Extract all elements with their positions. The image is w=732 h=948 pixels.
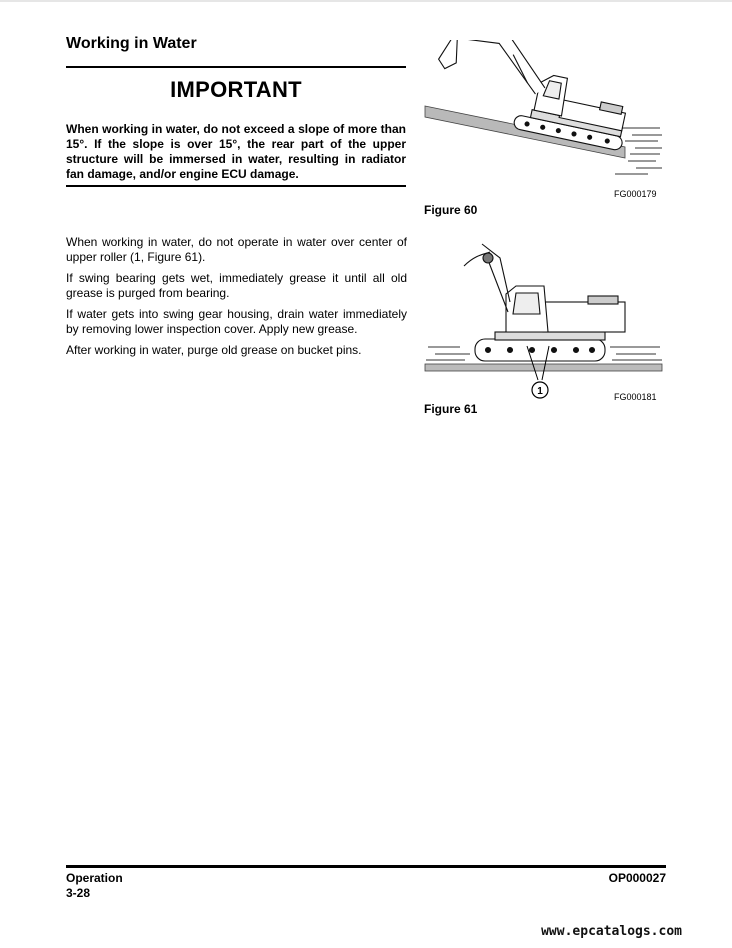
footer-page-number: 3-28	[66, 886, 91, 900]
footer-rule	[66, 865, 666, 868]
watermark: www.epcatalogs.com	[541, 924, 682, 939]
figure-60-caption: Figure 60	[424, 203, 478, 217]
paragraph: When working in water, do not operate in water over center of upper roller (1, Figure 61).	[66, 235, 407, 264]
important-top-rule	[66, 66, 406, 68]
paragraph: If swing bearing gets wet, immediately grease it until all old grease is purged from bearing.	[66, 271, 407, 300]
important-bottom-rule	[66, 185, 406, 187]
top-rule	[0, 0, 732, 2]
section-title: Working in Water	[66, 35, 197, 52]
paragraph: After working in water, purge old grease on bucket pins.	[66, 343, 362, 357]
figure-60-illustration	[420, 40, 665, 185]
figure-61-illustration	[420, 240, 665, 405]
figure-61-callout: 1	[537, 386, 543, 397]
footer-doc-id: OP000027	[608, 871, 666, 885]
figure-61-caption: Figure 61	[424, 402, 478, 416]
body-paragraphs	[66, 235, 407, 364]
important-body: When working in water, do not exceed a slope of more than 15°. If the slope is over 15°, the rear part of the upper structure will be immersed in water, resulting in radiator fan damage, and/or engine ECU damage.	[66, 122, 406, 181]
footer-section: Operation	[66, 871, 123, 885]
important-title: IMPORTANT	[170, 77, 302, 102]
figure-61-code: FG000181	[614, 392, 657, 402]
paragraph: If water gets into swing gear housing, drain water immediately by removing lower inspection cover. Apply new grease.	[66, 307, 407, 336]
figure-60-code: FG000179	[614, 189, 657, 199]
